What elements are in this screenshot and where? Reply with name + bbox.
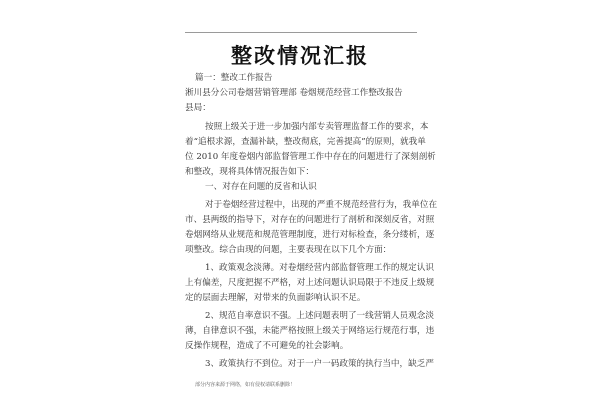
salutation: 县局： [185, 103, 211, 113]
footer-note: 部分内容来源于网络，如有侵权请联系删除！ [195, 382, 296, 388]
section-heading: 一、对存在问题的反省和认识 [205, 182, 317, 192]
paragraph-line: 着“追根求源，查漏补缺，整改彻底，完善提高”的原则，就我单 [185, 137, 426, 147]
subheading: 篇一：整改工作报告 [195, 73, 273, 83]
list-item-line: 反操作规程，造成了不可避免的社会影响。 [185, 341, 349, 351]
list-item-line: 3、政策执行不到位。对于一户一码政策的执行当中，缺乏严 [205, 359, 434, 369]
page-title: 整改情况汇报 [231, 44, 369, 68]
paragraph-line: 市、县两级的指导下，对存在的问题进行了剖析和深刻反省，对照 [185, 215, 435, 225]
paragraph-line: 卷烟网络从业规范和规范管理制度，进行对标检查，条分缕析，逐 [185, 230, 435, 240]
report-header-line: 淅川县分公司卷烟营销管理部 卷烟规范经营工作整改报告 [185, 88, 403, 98]
paragraph-line: 项整改。综合由现的问题，主要表现在以下几个方面： [185, 245, 392, 255]
paragraph-line: 位 2010 年度卷烟内部监督管理工作中存在的问题进行了深刻剖析 [185, 152, 436, 162]
list-item-line: 2、规范自率意识不强。上述问题表明了一线营销人员观念淡 [205, 311, 434, 321]
list-item-line: 1、政策观念淡薄。对卷烟经营内部监督管理工作的规定认识 [205, 263, 434, 273]
top-divider [185, 32, 417, 33]
list-item-line: 上有偏差，尺度把握不严格，对上述问题认识局限于不违反上级规 [185, 278, 435, 288]
paragraph-line: 按照上级关于进一步加强内部专卖管理监督工作的要求，本 [205, 122, 429, 132]
list-item-line: 薄，自律意识不强，未能严格按照上级关于网络运行规范行事，违 [185, 326, 435, 336]
paragraph-line: 对于卷烟经营过程中，出现的严重不规范经营行为，我单位在 [205, 200, 438, 210]
list-item-line: 定的层面去理解，对带来的负面影响认识不足。 [185, 293, 366, 303]
paragraph-line: 和整改，现将具体情况报告如下： [185, 167, 314, 177]
